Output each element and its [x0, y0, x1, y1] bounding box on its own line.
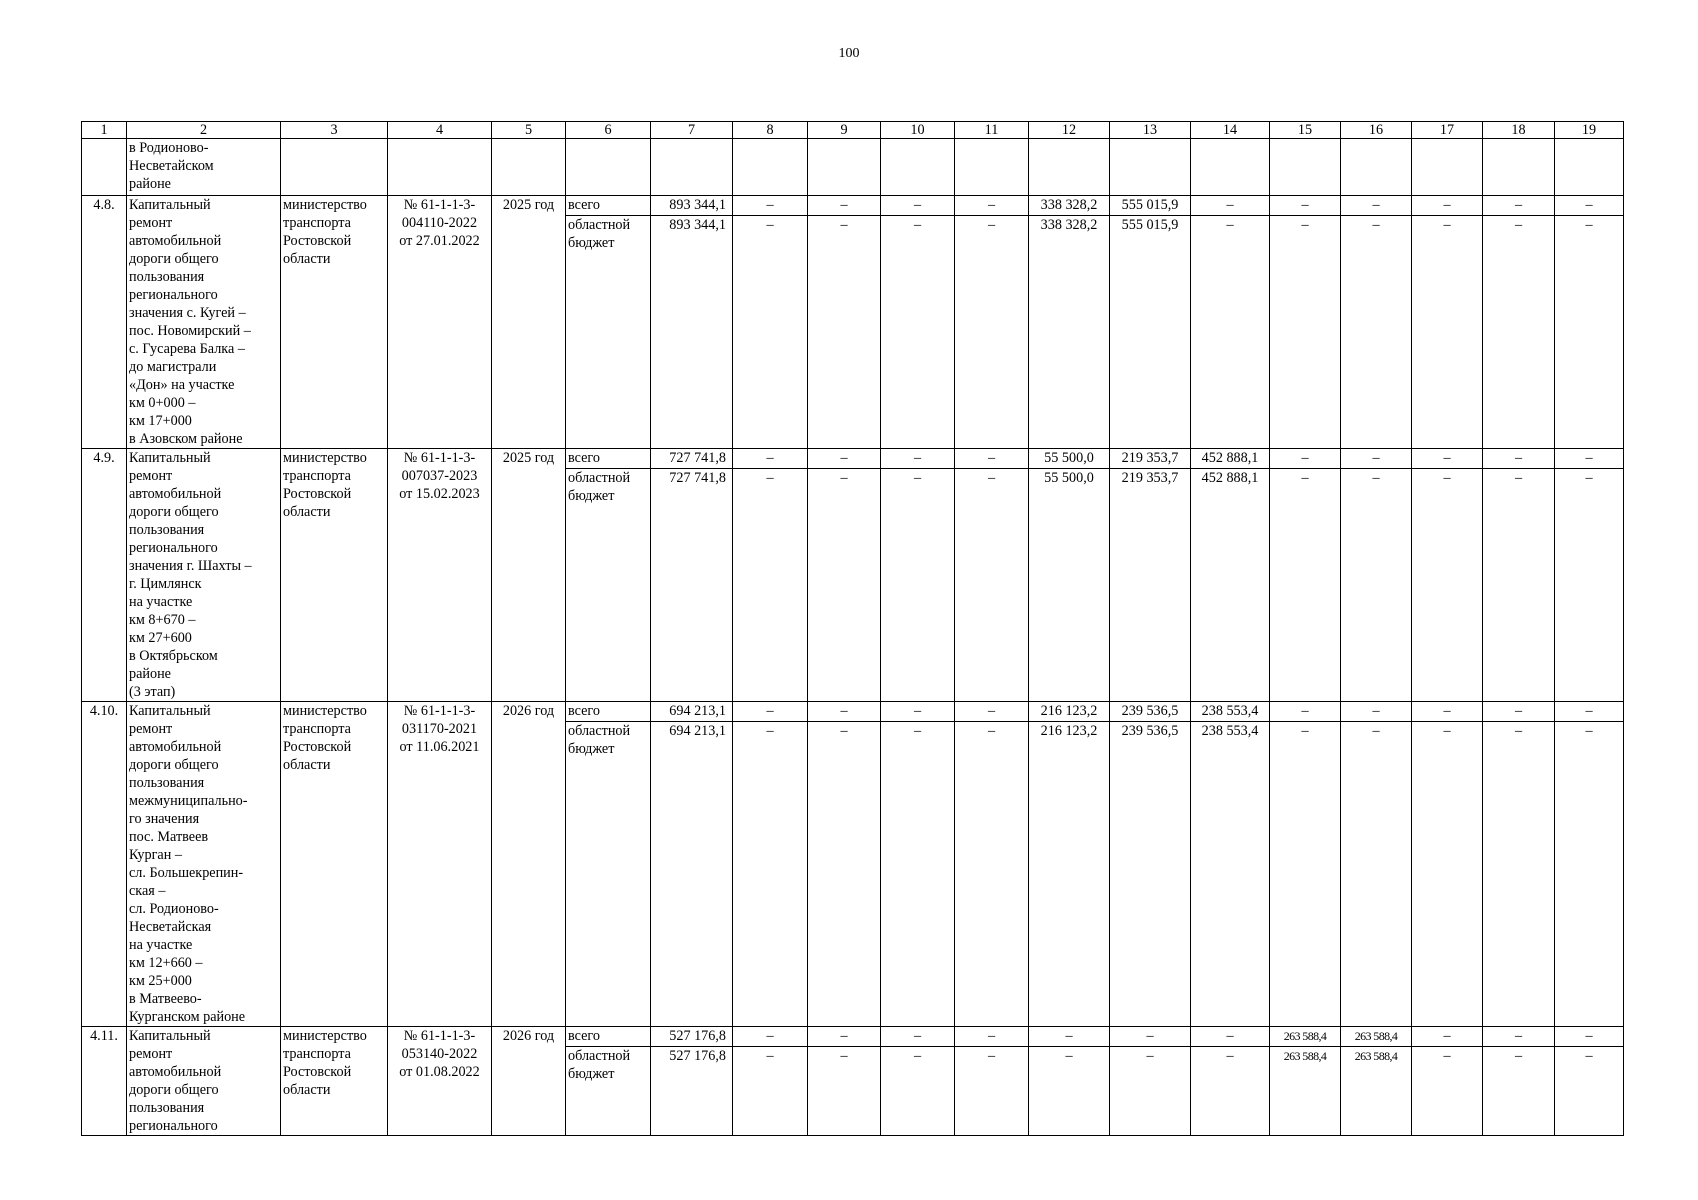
column-number-19: 19 [1555, 122, 1624, 139]
value-cell-col-7: 694 213,1 [651, 702, 733, 722]
value-cell-col-11: – [955, 1027, 1029, 1047]
value-cell-col-17: – [1412, 196, 1483, 216]
document-cell: № 61-1-1-3- 004110-2022 от 27.01.2022 [388, 196, 492, 449]
value-cell-col-19: – [1555, 449, 1624, 469]
value-cell-col-7: 893 344,1 [651, 196, 733, 216]
value-cell-col-13: 219 353,7 [1110, 449, 1191, 469]
value-cell-col-13: 555 015,9 [1110, 196, 1191, 216]
value-cell-col-10: – [881, 1027, 955, 1047]
column-number-10: 10 [881, 122, 955, 139]
value-cell-col-14: 452 888,1 [1191, 469, 1270, 702]
value-cell-col-17: – [1412, 1027, 1483, 1047]
project-row [82, 449, 1624, 469]
column-number-9: 9 [808, 122, 881, 139]
column-number-14: 14 [1191, 122, 1270, 139]
value-cell-col-13: 239 536,5 [1110, 722, 1191, 1027]
value-cell-col-16: – [1341, 449, 1412, 469]
document-cell: № 61-1-1-3- 053140-2022 от 01.08.2022 [388, 1027, 492, 1136]
value-cell-col-13: 555 015,9 [1110, 216, 1191, 449]
value-cell-col-16: – [1341, 196, 1412, 216]
column-number-11: 11 [955, 122, 1029, 139]
value-cell-col-18: – [1483, 196, 1555, 216]
executor-cell: министерство транспорта Ростовской области [281, 196, 388, 449]
column-number-8: 8 [733, 122, 808, 139]
value-cell-col-13: 239 536,5 [1110, 702, 1191, 722]
value-cell-col-8: – [733, 449, 808, 469]
value-cell-col-9: – [808, 1027, 881, 1047]
value-cell-col-11: – [955, 702, 1029, 722]
value-cell-col-19: – [1555, 196, 1624, 216]
column-number-7: 7 [651, 122, 733, 139]
value-cell-col-14: – [1191, 1047, 1270, 1136]
value-cell-col-16: 263 588,4 [1341, 1047, 1412, 1136]
description-cell: в Родионово- Несветайском районе [127, 139, 281, 196]
value-cell-col-10: – [881, 702, 955, 722]
funding-source-cell: всего [566, 449, 651, 469]
project-row [82, 196, 1624, 216]
value-cell-col-9: – [808, 449, 881, 469]
description-cell: Капитальный ремонт автомобильной дороги общего пользования регионального [127, 1027, 281, 1136]
value-cell-col-10: – [881, 469, 955, 702]
value-cell-col-10: – [881, 216, 955, 449]
document-cell: № 61-1-1-3- 031170-2021 от 11.06.2021 [388, 702, 492, 1027]
value-cell-col-7: 727 741,8 [651, 449, 733, 469]
value-cell-col-12: 55 500,0 [1029, 449, 1110, 469]
column-number-16: 16 [1341, 122, 1412, 139]
column-number-18: 18 [1483, 122, 1555, 139]
value-cell-col-14: 238 553,4 [1191, 722, 1270, 1027]
value-cell-col-9: – [808, 1047, 881, 1136]
description-cell: Капитальный ремонт автомобильной дороги общего пользования межмуниципально- го значения пос. Матвеев Курган – сл. Большекрепин- ская – сл. Родионово- Несветайская на участке км 12+660 – км 25+000 в Матвеево- Курганском районе [127, 702, 281, 1027]
value-cell-col-12: 338 328,2 [1029, 216, 1110, 449]
value-cell-col-11: – [955, 449, 1029, 469]
value-cell-col-15: 263 588,4 [1270, 1027, 1341, 1047]
continuation-row [82, 139, 1624, 196]
page-number: 100 [838, 46, 860, 61]
value-cell-col-18: – [1483, 449, 1555, 469]
value-cell-col-7: 893 344,1 [651, 216, 733, 449]
column-number-5: 5 [492, 122, 566, 139]
value-cell-col-16: – [1341, 469, 1412, 702]
value-cell-col-11: – [955, 216, 1029, 449]
value-cell-col-16: – [1341, 216, 1412, 449]
value-cell-col-12: – [1029, 1047, 1110, 1136]
value-cell-col-9: – [808, 722, 881, 1027]
value-cell-col-12: 338 328,2 [1029, 196, 1110, 216]
funding-source-cell: всего [566, 702, 651, 722]
row-number-cell: 4.10. [82, 702, 127, 1027]
value-cell-col-13: – [1110, 1047, 1191, 1136]
value-cell-col-15: – [1270, 216, 1341, 449]
value-cell-col-18: – [1483, 216, 1555, 449]
project-row [82, 702, 1624, 722]
value-cell-col-8: – [733, 216, 808, 449]
value-cell-col-8: – [733, 1027, 808, 1047]
value-cell-col-9: – [808, 196, 881, 216]
funding-source-cell: областной бюджет [566, 216, 651, 449]
year-cell: 2026 год [492, 702, 566, 1027]
value-cell-col-19: – [1555, 1027, 1624, 1047]
value-cell-col-17: – [1412, 702, 1483, 722]
value-cell-col-9: – [808, 469, 881, 702]
value-cell-col-11: – [955, 469, 1029, 702]
value-cell-col-7: 694 213,1 [651, 722, 733, 1027]
value-cell-col-17: – [1412, 469, 1483, 702]
value-cell-col-19: – [1555, 702, 1624, 722]
row-number-cell: 4.11. [82, 1027, 127, 1136]
value-cell-col-17: – [1412, 216, 1483, 449]
value-cell-col-11: – [955, 196, 1029, 216]
value-cell-col-18: – [1483, 1027, 1555, 1047]
column-number-2: 2 [127, 122, 281, 139]
value-cell-col-16: 263 588,4 [1341, 1027, 1412, 1047]
value-cell-col-17: – [1412, 449, 1483, 469]
value-cell-col-15: – [1270, 722, 1341, 1027]
value-cell-col-9: – [808, 702, 881, 722]
year-cell: 2026 год [492, 1027, 566, 1136]
value-cell-col-15: – [1270, 469, 1341, 702]
value-cell-col-12: 55 500,0 [1029, 469, 1110, 702]
value-cell-col-9: – [808, 216, 881, 449]
value-cell-col-19: – [1555, 216, 1624, 449]
column-number-row [82, 122, 1624, 139]
value-cell-col-17: – [1412, 722, 1483, 1027]
column-number-13: 13 [1110, 122, 1191, 139]
value-cell-col-8: – [733, 702, 808, 722]
value-cell-col-10: – [881, 449, 955, 469]
column-number-4: 4 [388, 122, 492, 139]
funding-source-cell: областной бюджет [566, 722, 651, 1027]
year-cell: 2025 год [492, 196, 566, 449]
funding-source-cell: областной бюджет [566, 469, 651, 702]
value-cell-col-15: – [1270, 449, 1341, 469]
value-cell-col-14: 452 888,1 [1191, 449, 1270, 469]
row-number-cell: 4.9. [82, 449, 127, 702]
value-cell-col-19: – [1555, 469, 1624, 702]
column-number-1: 1 [82, 122, 127, 139]
column-number-12: 12 [1029, 122, 1110, 139]
value-cell-col-10: – [881, 1047, 955, 1136]
value-cell-col-15: 263 588,4 [1270, 1047, 1341, 1136]
value-cell-col-10: – [881, 722, 955, 1027]
value-cell-col-18: – [1483, 1047, 1555, 1136]
project-row [82, 1027, 1624, 1047]
value-cell-col-14: – [1191, 196, 1270, 216]
value-cell-col-7: 527 176,8 [651, 1047, 733, 1136]
column-number-15: 15 [1270, 122, 1341, 139]
funding-source-cell: областной бюджет [566, 1047, 651, 1136]
funding-source-cell: всего [566, 196, 651, 216]
executor-cell: министерство транспорта Ростовской области [281, 1027, 388, 1136]
value-cell-col-8: – [733, 196, 808, 216]
value-cell-col-11: – [955, 1047, 1029, 1136]
budget-table [81, 121, 1624, 1136]
value-cell-col-11: – [955, 722, 1029, 1027]
value-cell-col-8: – [733, 469, 808, 702]
column-number-17: 17 [1412, 122, 1483, 139]
value-cell-col-15: – [1270, 702, 1341, 722]
value-cell-col-16: – [1341, 702, 1412, 722]
value-cell-col-7: 527 176,8 [651, 1027, 733, 1047]
executor-cell: министерство транспорта Ростовской области [281, 702, 388, 1027]
column-number-6: 6 [566, 122, 651, 139]
column-number-3: 3 [281, 122, 388, 139]
value-cell-col-18: – [1483, 702, 1555, 722]
value-cell-col-19: – [1555, 722, 1624, 1027]
funding-source-cell: всего [566, 1027, 651, 1047]
row-number-cell: 4.8. [82, 196, 127, 449]
value-cell-col-13: 219 353,7 [1110, 469, 1191, 702]
value-cell-col-14: – [1191, 216, 1270, 449]
value-cell-col-8: – [733, 722, 808, 1027]
value-cell-col-18: – [1483, 469, 1555, 702]
value-cell-col-12: 216 123,2 [1029, 722, 1110, 1027]
row-number-cell [82, 139, 127, 196]
year-cell: 2025 год [492, 449, 566, 702]
value-cell-col-15: – [1270, 196, 1341, 216]
value-cell-col-16: – [1341, 722, 1412, 1027]
value-cell-col-10: – [881, 196, 955, 216]
value-cell-col-7: 727 741,8 [651, 469, 733, 702]
value-cell-col-17: – [1412, 1047, 1483, 1136]
document-cell: № 61-1-1-3- 007037-2023 от 15.02.2023 [388, 449, 492, 702]
description-cell: Капитальный ремонт автомобильной дороги общего пользования регионального значения с. Кугей – пос. Новомирский – с. Гусарева Балка – до магистрали «Дон» на участке км 0+000 – км 17+000 в Азовском районе [127, 196, 281, 449]
value-cell-col-12: – [1029, 1027, 1110, 1047]
value-cell-col-18: – [1483, 722, 1555, 1027]
executor-cell: министерство транспорта Ростовской области [281, 449, 388, 702]
description-cell: Капитальный ремонт автомобильной дороги общего пользования регионального значения г. Шахты – г. Цимлянск на участке км 8+670 – км 27+600 в Октябрьском районе (3 этап) [127, 449, 281, 702]
value-cell-col-19: – [1555, 1047, 1624, 1136]
value-cell-col-14: – [1191, 1027, 1270, 1047]
value-cell-col-14: 238 553,4 [1191, 702, 1270, 722]
value-cell-col-12: 216 123,2 [1029, 702, 1110, 722]
value-cell-col-8: – [733, 1047, 808, 1136]
value-cell-col-13: – [1110, 1027, 1191, 1047]
